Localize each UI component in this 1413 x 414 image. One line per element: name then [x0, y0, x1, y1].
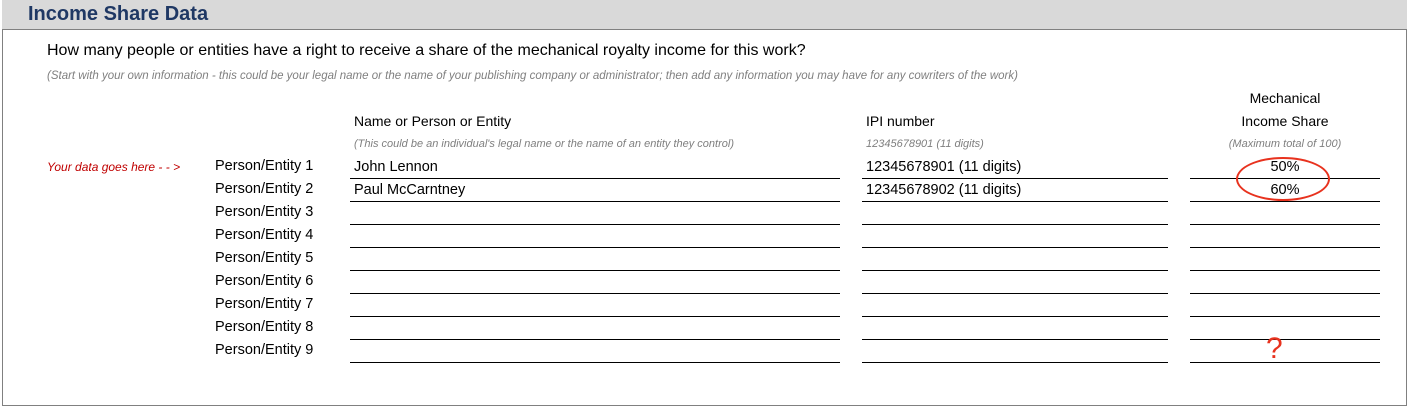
name-input[interactable] — [350, 341, 840, 363]
row-label: Person/Entity 9 — [215, 342, 314, 358]
row-label: Person/Entity 3 — [215, 204, 314, 220]
ipi-input[interactable]: 12345678901 (11 digits) — [862, 157, 1168, 179]
ipi-column-hint: 12345678901 (11 digits) — [866, 138, 984, 150]
share-input[interactable] — [1190, 295, 1380, 317]
share-input[interactable] — [1190, 226, 1380, 248]
name-input[interactable] — [350, 318, 840, 340]
highlight-circle — [1236, 157, 1330, 201]
name-column-header: Name or Person or Entity — [354, 113, 512, 129]
row-label: Person/Entity 2 — [215, 181, 314, 197]
row-label: Person/Entity 4 — [215, 227, 314, 243]
share-column-hint: (Maximum total of 100) — [1228, 138, 1342, 150]
row-label: Person/Entity 6 — [215, 273, 314, 289]
ipi-input[interactable] — [862, 226, 1168, 248]
ipi-input[interactable] — [862, 272, 1168, 294]
data-callout: Your data goes here - - > — [47, 160, 181, 174]
name-input[interactable] — [350, 226, 840, 248]
share-input[interactable] — [1190, 318, 1380, 340]
question-text: How many people or entities have a right to receive a share of the mechanical royalty income for this work? — [47, 42, 806, 59]
share-input[interactable] — [1190, 272, 1380, 294]
section-title: Income Share Data — [28, 3, 209, 25]
name-input[interactable] — [350, 295, 840, 317]
row-label: Person/Entity 1 — [215, 158, 314, 174]
row-label: Person/Entity 5 — [215, 250, 314, 266]
ipi-input[interactable] — [862, 295, 1168, 317]
name-input[interactable] — [350, 249, 840, 271]
row-label: Person/Entity 8 — [215, 319, 314, 335]
share-column-header-line1: Mechanical — [1249, 90, 1321, 106]
share-column-header-line2: Income Share — [1241, 113, 1329, 129]
share-input[interactable]: 60% — [1190, 180, 1380, 202]
name-input[interactable] — [350, 272, 840, 294]
share-input[interactable] — [1190, 203, 1380, 225]
ipi-column-header: IPI number — [866, 113, 935, 129]
question-mark-annotation: ? — [1266, 332, 1283, 365]
row-label: Person/Entity 7 — [215, 296, 314, 312]
name-column-hint: (This could be an individual's legal name or the name of an entity they control) — [354, 138, 734, 150]
name-input[interactable] — [350, 203, 840, 225]
ipi-input[interactable] — [862, 341, 1168, 363]
share-input[interactable]: 50% — [1190, 157, 1380, 179]
section-header — [2, 0, 1407, 30]
name-input[interactable]: John Lennon — [350, 157, 840, 179]
ipi-input[interactable]: 12345678902 (11 digits) — [862, 180, 1168, 202]
instruction-text: (Start with your own information - this could be your legal name or the name of your publishing company or administrator; then add any information you may have for any cowriters of the work) — [47, 70, 1018, 82]
name-input[interactable]: Paul McCarntney — [350, 180, 840, 202]
share-input[interactable] — [1190, 341, 1380, 363]
ipi-input[interactable] — [862, 318, 1168, 340]
ipi-input[interactable] — [862, 249, 1168, 271]
share-input[interactable] — [1190, 249, 1380, 271]
ipi-input[interactable] — [862, 203, 1168, 225]
